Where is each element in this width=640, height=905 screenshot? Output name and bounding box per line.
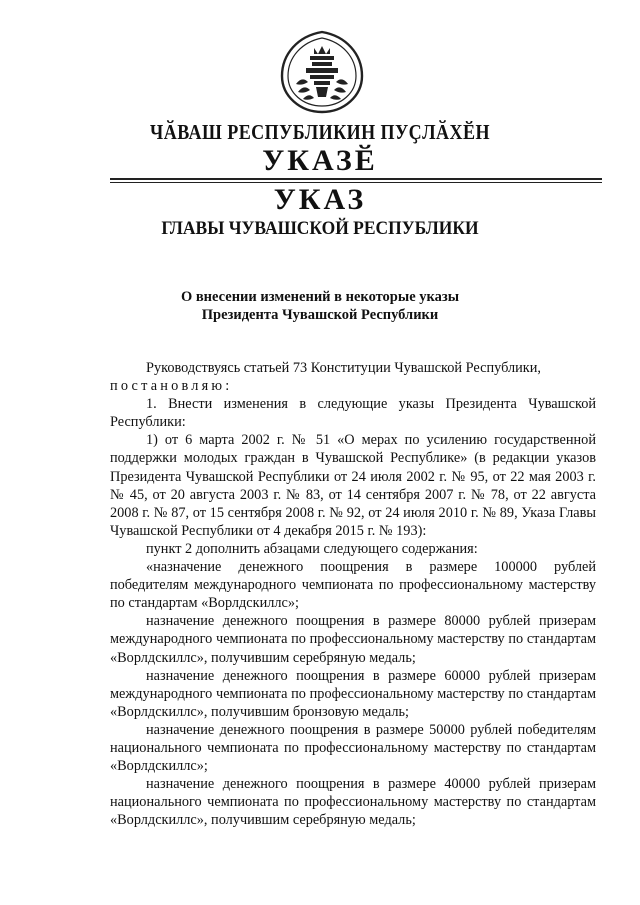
header-divider (110, 178, 602, 180)
body-paragraph-amendment-intro: пункт 2 дополнить абзацами следующего содержания: (146, 540, 478, 557)
body-paragraph-award-international-bronze: назначение денежного поощрения в размере 60000 рублей призерам международного чемпионата по профессиональному мастерству по стандартам «Ворлдскиллс», получившим бронзовую медаль; (110, 667, 596, 720)
decree-subject-line-1: О внесении изменений в некоторые указы (180, 289, 460, 305)
body-paragraph-award-national-silver: назначение денежного поощрения в размере 40000 рублей призерам национального чемпионата по профессиональному мастерству по стандартам «Ворлдскиллс», получившим серебряную медаль; (110, 776, 596, 829)
chuvash-document-title: УКАЗӖ (262, 144, 378, 177)
preamble-text: Руководствуясь статьей 73 Конституции Чувашской Республики, (146, 360, 541, 376)
body-paragraph-item-1: 1. Внести изменения в следующие указы Президента Чувашской Республики: (110, 396, 596, 431)
body-paragraph-award-international-winners: «назначение денежного поощрения в размере 100000 рублей победителям международного чемпионата по профессиональному мастерству по стандартам «Ворлдскиллс»; (110, 559, 596, 612)
body-paragraph-award-international-silver: назначение денежного поощрения в размере 80000 рублей призерам международного чемпионата по профессиональному мастерству по стандартам «Ворлдскиллс», получившим серебряную медаль; (110, 613, 596, 666)
russian-document-subtitle: ГЛАВЫ ЧУВАШСКОЙ РЕСПУБЛИКИ (161, 218, 479, 239)
body-paragraph-award-national-winners: назначение денежного поощрения в размере 50000 рублей победителям национального чемпионата по профессиональному мастерству по стандартам «Ворлдскиллс»; (110, 721, 596, 775)
chuvash-coat-of-arms-icon (276, 26, 368, 118)
decree-body (110, 359, 596, 829)
body-paragraph-preamble (110, 359, 596, 395)
chuvash-header-line: ЧӐВАШ РЕСПУБЛИКИН ПУҪЛӐХӖН (150, 120, 490, 144)
russian-document-title: УКАЗ (273, 183, 367, 216)
decree-operative-word: постановляю: (110, 378, 233, 395)
decree-subject-line-2: Президента Чувашской Республики (201, 307, 439, 323)
body-paragraph-subitem-1: 1) от 6 марта 2002 г. № 51 «О мерах по усилению государственной поддержки молодых граждан в Чувашской Республике» (в редакции указов Президента Чувашской Республики от 24 июля 2002 г. № 95, от 22 мая 2003 г. № 45, от 20 августа 2003 г. № 83, от 14 сентября 2007 г. № 78, от 22 августа 2008 г. № 87, от 15 сентября 2008 г. № 92, от 24 июля 2010 г. № 89, Указа Главы Чувашской Республики от 4 декабря 2015 г. № 193): (110, 432, 596, 539)
